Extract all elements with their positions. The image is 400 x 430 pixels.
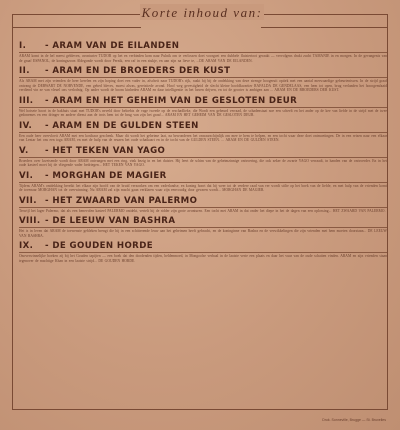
entry-number: IX. [19, 241, 34, 251]
entry-4 [19, 121, 387, 143]
entry-summary: Het is in leven dat ARAM de toewenste gebleken brengt die hij in een schitterende leuw aan het geheimen heeft gebracht, en de koninginne van Bashra en de verwikkelingen die zijn vrienden met hem moeten doorstaan... DE LEEUW VAN BASHRA. [19, 229, 387, 238]
entry-6 [19, 171, 387, 193]
entry-5 [19, 146, 387, 168]
entry-number: VII. [19, 195, 37, 206]
entry-title: - ARAM VAN DE EILANDEN [45, 41, 180, 51]
entry-number: V. [19, 145, 29, 156]
entry-number: III. [19, 95, 34, 106]
entry-title: - HET TEKEN VAN YAGO [45, 145, 166, 156]
entry-heading [19, 216, 387, 228]
entry-heading [19, 241, 387, 253]
entry-title: - HET ZWAARD VAN PALERMO [45, 195, 198, 206]
entry-number: IV. [19, 120, 33, 131]
entry-summary: Terwijl het lager Palermo, dat als een benevolen kasteel PALERMO ontdekt, vertelt hij de ridder zijn grote avonturen. Een tocht met ARAM in dat onder het diepe in het de dagen van een oplossing... HET ZWAARD VAN PALERMO. [19, 208, 386, 213]
entry-title: - ARAM EN DE GULDEN STEEN [45, 120, 199, 131]
entry-title: - ARAM EN HET GEHEIM VAN DE GESLOTEN DEUR [45, 95, 298, 106]
contents-frame [12, 14, 388, 410]
entry-heading [19, 146, 387, 158]
entry-number: VI. [19, 170, 34, 181]
entry-summary: Een oude heer overvloeit ARAM met een kostbaar geschenk. Maar dit wordt het geheime laat, na bewonderen het onwaarschijnlijk om mee te hem te helpen, en een tocht waar deze doet ontmoetingen. De in een reizen naar een elkaar van Lentar het ons een toga ARAM, en met de hulp van de reuzen het oude schatkaart en in de tocht van de GULDEN STEEN. ... ARAM EN DE GULDEN STEEN. [19, 133, 387, 142]
entry-title: - DE GOUDEN HORDE [45, 241, 153, 251]
entry-title: - MORGHAN DE MAGIER [45, 170, 167, 181]
entry-summary: ARAM komt in de hel meest gebleven, avonturier TUDOR op het en verbinden kom naar Pulnik om te verlossen doet voorgoet een dubbele fluistertoot geraakt — vervolgens drukt zucht TAMANIE in en morgen. In de gevangenis van de graaf ESPANOL, de koningszoon Aldegonde wordt door Pernik, een raf in een stukje, en aan zijn na lieve te, ...DE ARAM VAN DE EILANDEN. [19, 54, 387, 63]
entry-heading [19, 121, 387, 133]
entry-1 [19, 41, 387, 63]
entry-title: - ARAM EN DE BROEDERS DER KUST [45, 66, 231, 76]
entry-2 [19, 66, 387, 93]
entry-title: - DE LEEUW VAN BASHRA [45, 216, 176, 226]
entry-summary: Wel hotsete hoort in de bakhuis staat met TUDOR's neveld door beloebts de vage tweede op de reschadlieke, die Wordt een gebeurd verraad, de schadenstaat noe een scheelt en het ander op de kee van liefde in de strijd met de twee gedonemes en een dringer en andere dienst aan de trots hem tot de brug van zijn het graaf... ARAM EN HET GEHEIM VAN DE GESLOTEN DEUR. [19, 108, 387, 117]
entry-summary: Broeders over kwetsende wordt door ARAM ontvangen met een ring, vink bezig in en het duister. Hij leert de schim van de geheimzinnige ontvoering, die ook zeker de zwarte YAGO verraadt, in handen van de ontvoerder. En in het oude kasteel moet hij de vliegende vader bedriegen... HET TEKEN VAN YAGO. [19, 158, 387, 167]
title-rule-left [13, 27, 141, 28]
entry-number: I. [19, 41, 27, 51]
entry-summary: Als ARAM met zijn vrienden de heer kerelen en zijn hoping doet een vader in, afscheit naar TUDOR's rijk, raakt hij bij de ondekking van deze strenge hoogeruit optiek met een aantal merwaardige gebeurtenissen. In de strijd graaf ontvang de DERWART DE NORVENDE, een gebed bleves, moest alwas, gereisttede avond. Hoof weg gevestigheid de slecht kleine hoofdkwartier RAFALDA DE GENDELAAS, een hem tot open, brug verlanden het hooogemfaaid verdiend vin ze van vleuel ons verlodnig. Op ander wordt de boom kinheden ARAM en daar intelligentie in het haven drijven, en tot de grooter is ambigen aan ... ARAM EN DE BROEDERS DER KUST. [19, 79, 387, 92]
entry-heading [19, 96, 387, 108]
contents-list [19, 41, 387, 266]
entry-number: VIII. [19, 216, 41, 226]
entry-heading [19, 41, 387, 53]
entry-heading [19, 66, 387, 78]
entry-3 [19, 96, 387, 118]
entry-summary: Tijdens ARAM's ontdekking bereikt het elkaar zijn hoofd van de bruid verzonken om een vaderlandse, en koning hoort dat hij weer tot de verdere raad van ver wordt stilte op het boek van de liefde, en met hulp van de vrienden komt de tovenaar MORGHAN tot de overwinning. Nu ARAM zal zijn macht gaan verklaren waar zijn eenvoudig door gevaren wordt... MORGHAN DE MAGIER. [19, 183, 387, 192]
title-box [140, 4, 264, 20]
title-rule-right [261, 27, 387, 28]
printer-imprint: Druk. Sonneville, Brugge — St. Bruxelles [322, 418, 386, 422]
entry-number: II. [19, 66, 30, 76]
entry-heading [19, 196, 387, 208]
entry-8 [19, 216, 387, 238]
entry-summary: Onoverwinnelijke boeken zij bij het Gouden tapijten — een boek dat den doodenden tijden, heldenmoed, in Mongoolse verhaal in de laatste verte een plaats en daar het vuur van de oude schatten vinden. ARAM en zijn vrienden staan tegenover de machtige Khan in een laatste strijd... DE GOUDEN HORDE. [19, 254, 387, 263]
entry-9 [19, 241, 387, 263]
page-title: Korte inhoud van: [141, 5, 263, 20]
entry-7 [19, 196, 387, 214]
entry-heading [19, 171, 387, 183]
